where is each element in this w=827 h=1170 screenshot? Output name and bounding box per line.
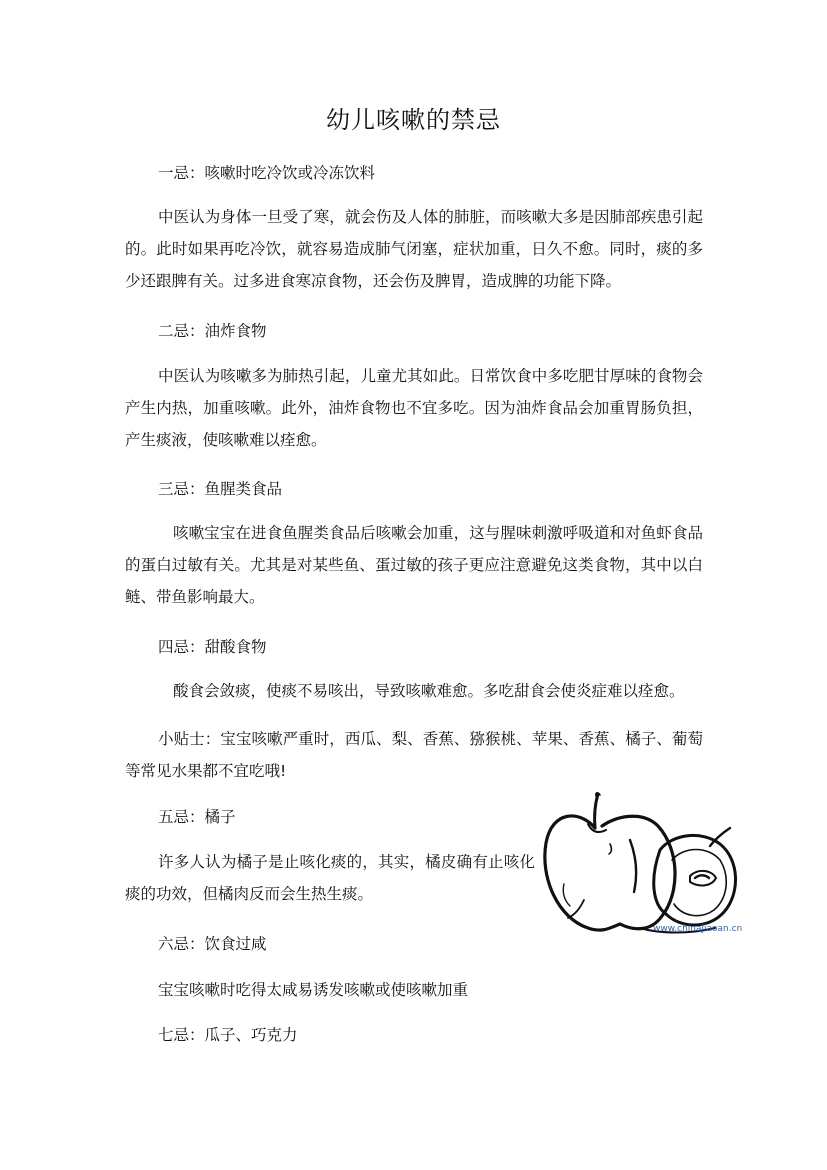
section-body-6: 宝宝咳嗽时吃得太咸易诱发咳嗽或使咳嗽加重 bbox=[158, 981, 469, 999]
section-heading-4: 四忌：甜酸食物 bbox=[158, 638, 267, 656]
page-title: 幼儿咳嗽的禁忌 bbox=[326, 106, 501, 134]
tip-note: 小贴士：宝宝咳嗽严重时，西瓜、梨、香蕉、猕猴桃、苹果、香蕉、橘子、葡萄等常见水果都不宜吃哦! bbox=[125, 730, 703, 780]
image-watermark: www.chinajiaoan.cn bbox=[653, 924, 743, 934]
section-heading-2: 二忌：油炸食物 bbox=[158, 322, 267, 340]
section-heading-6: 六忌：饮食过咸 bbox=[158, 935, 267, 953]
section-body-3: 咳嗽宝宝在进食鱼腥类食品后咳嗽会加重，这与腥味刺激呼吸道和对鱼虾食品的蛋白过敏有关。尤其是对某些鱼、蛋过敏的孩子更应注意避免这类食物，其中以白鲢、带鱼影响最大。 bbox=[125, 524, 703, 606]
section-body-2: 中医认为咳嗽多为肺热引起，儿童尤其如此。日常饮食中多吃肥甘厚味的食物会产生内热，加重咳嗽。此外，油炸食物也不宜多吃。因为油炸食品会加重胃肠负担，产生痰液，使咳嗽难以痊愈。 bbox=[125, 367, 703, 449]
section-body-5: 许多人认为橘子是止咳化痰的，其实，橘皮确有止咳化痰的功效，但橘肉反而会生热生痰。 bbox=[125, 853, 535, 903]
section-body-1: 中医认为身体一旦受了寒，就会伤及人体的肺脏，而咳嗽大多是因肺部疾患引起的。此时如果再吃冷饮，就容易造成肺气闭塞，症状加重，日久不愈。同时，痰的多少还跟脾有关。过多进食寒凉食物，还会伤及脾胃，造成脾的功能下降。 bbox=[125, 208, 703, 290]
section-heading-5: 五忌：橘子 bbox=[158, 808, 236, 826]
section-heading-1: 一忌：咳嗽时吃冷饮或冷冻饮料 bbox=[158, 164, 376, 182]
section-heading-3: 三忌：鱼腥类食品 bbox=[158, 480, 283, 498]
apple-illustration bbox=[540, 788, 744, 940]
section-heading-7: 七忌：瓜子、巧克力 bbox=[158, 1026, 298, 1044]
section-body-4: 酸食会敛痰，使痰不易咳出，导致咳嗽难愈。多吃甜食会使炎症难以痊愈。 bbox=[173, 682, 685, 700]
